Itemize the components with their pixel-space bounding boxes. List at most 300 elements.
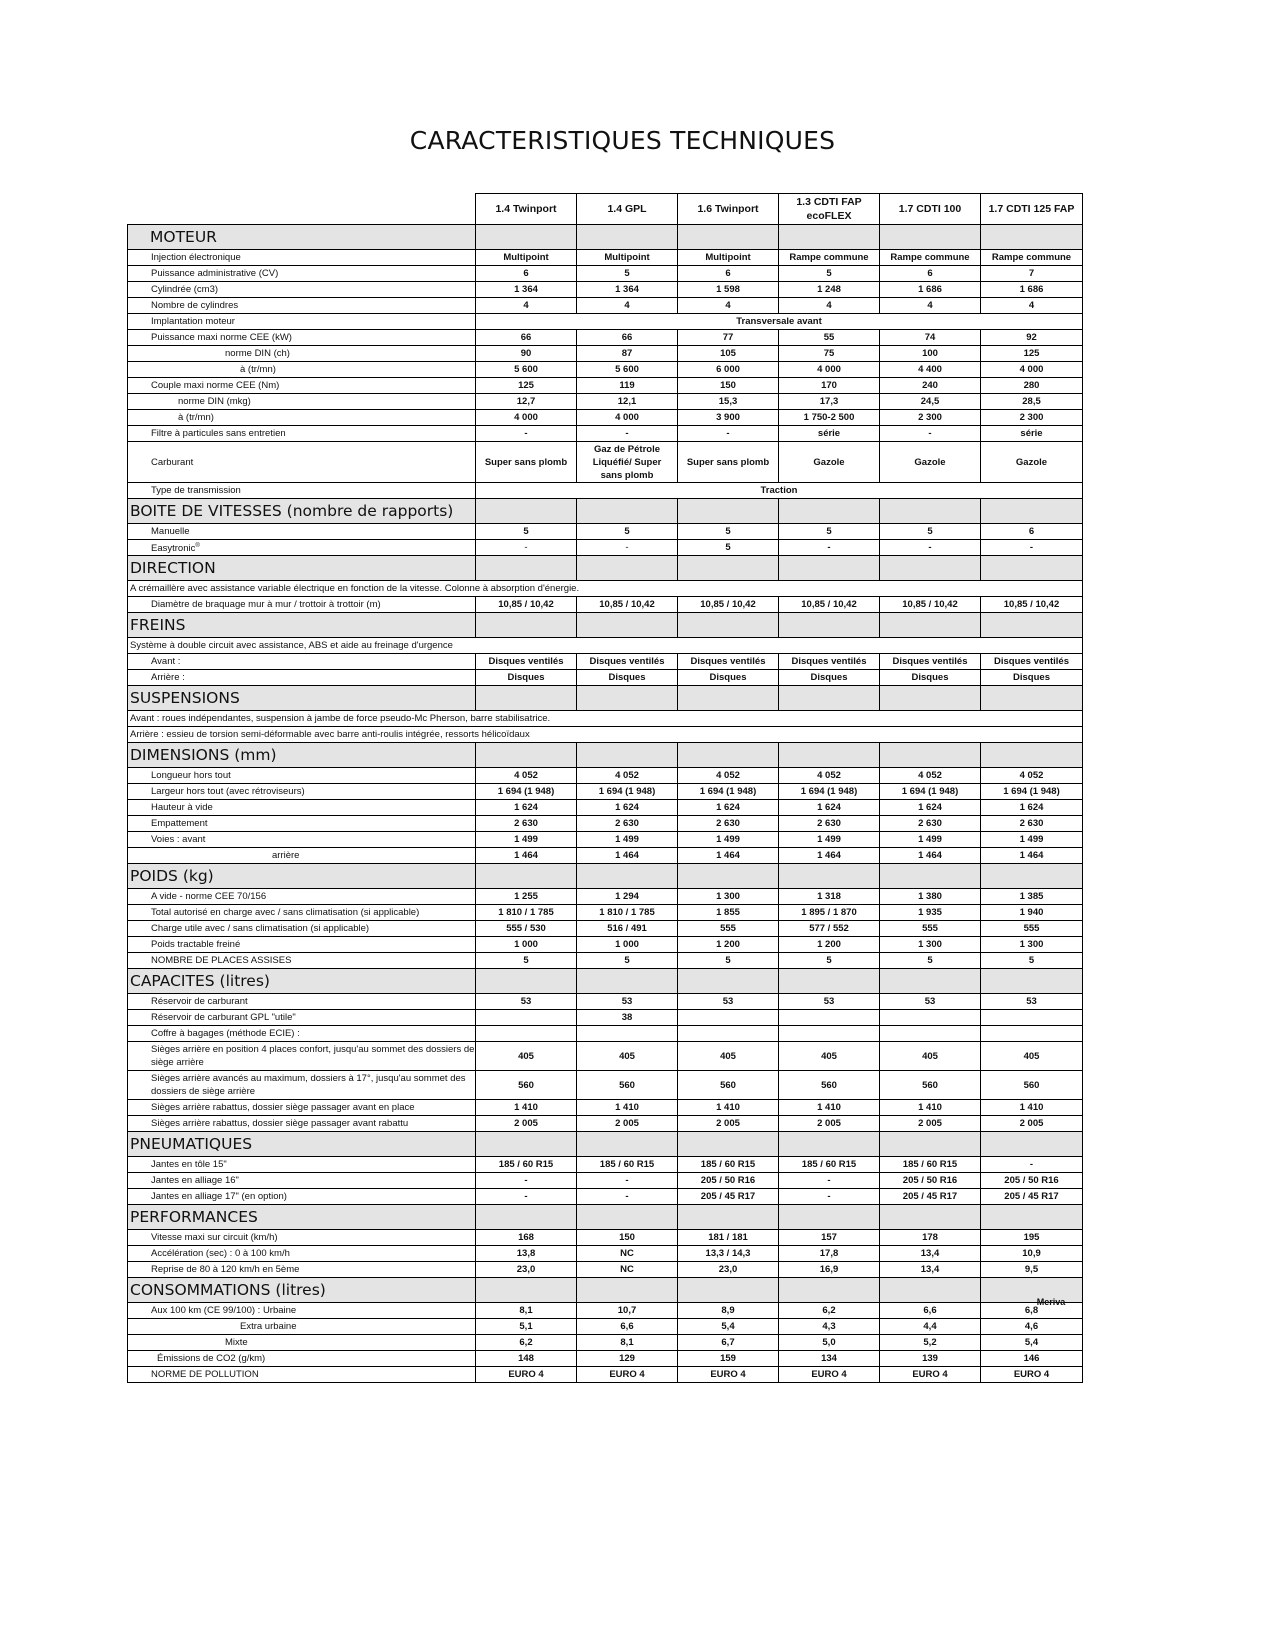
value-cell: Multipoint: [678, 250, 779, 266]
value-cell: 74: [880, 330, 981, 346]
table-row: [128, 937, 1083, 953]
value-cell: 4 052: [476, 768, 577, 784]
row-label-text: Hauteur à vide: [151, 802, 213, 814]
row-label: [128, 1303, 476, 1319]
value-cell: Disques ventilés: [880, 654, 981, 670]
registered-mark: ®: [195, 543, 200, 549]
spanning-value: Transversale avant: [476, 314, 1083, 330]
table-row: [128, 524, 1083, 540]
value-cell: [476, 1010, 577, 1026]
value-cell: 16,9: [779, 1262, 880, 1278]
row-label-text: Diamètre de braquage mur à mur / trottoir à trottoir (m): [151, 599, 381, 611]
spec-table: [127, 193, 1083, 1383]
value-cell: 1 855: [678, 905, 779, 921]
row-label: [128, 1026, 476, 1042]
row-label: [128, 800, 476, 816]
value-cell: 1 200: [678, 937, 779, 953]
value-cell: 1 499: [476, 832, 577, 848]
table-row: [128, 394, 1083, 410]
value-cell: Gazole: [981, 442, 1083, 483]
value-cell: -: [476, 1189, 577, 1205]
row-label-text: Puissance administrative (CV): [151, 268, 279, 279]
value-cell: 4 052: [678, 768, 779, 784]
section-header-cell: [981, 743, 1083, 768]
section-header-cell: [678, 499, 779, 524]
row-label: [128, 524, 476, 540]
value-cell: 1 694 (1 948): [880, 784, 981, 800]
section-header-cell: [880, 686, 981, 711]
value-cell: 28,5: [981, 394, 1083, 410]
value-cell: 6,7: [678, 1335, 779, 1351]
value-cell: 5: [476, 953, 577, 969]
row-label-text: Type de transmission: [151, 485, 241, 496]
table-row: [128, 1367, 1083, 1383]
value-cell: 1 810 / 1 785: [476, 905, 577, 921]
value-cell: 1 499: [577, 832, 678, 848]
value-cell: 185 / 60 R15: [779, 1157, 880, 1173]
section-header-cell: [981, 613, 1083, 638]
value-cell: série: [981, 426, 1083, 442]
table-row: [128, 426, 1083, 442]
value-cell: -: [779, 1189, 880, 1205]
section-header-cell: [476, 1132, 577, 1157]
table-row: [128, 1335, 1083, 1351]
value-cell: -: [577, 1173, 678, 1189]
value-cell: 125: [981, 346, 1083, 362]
value-cell: 5: [779, 266, 880, 282]
value-cell: 4: [981, 298, 1083, 314]
section-note-row: [128, 711, 1083, 727]
row-label: [128, 266, 476, 282]
row-label-text: Sièges arrière avancés au maximum, dossiers à 17°, jusqu'au sommet des dossiers de siège arrière: [151, 1073, 466, 1098]
table-row: [128, 597, 1083, 613]
section-header-cell: [880, 499, 981, 524]
row-label-text: A vide - norme CEE 70/156: [151, 891, 267, 903]
value-cell: 139: [880, 1351, 981, 1367]
table-row: [128, 1303, 1083, 1319]
value-cell: [779, 1026, 880, 1042]
value-cell: 1 694 (1 948): [779, 784, 880, 800]
row-label-text: Filtre à particules sans entretien: [151, 428, 286, 439]
value-cell: 4: [678, 298, 779, 314]
value-cell: 6,2: [476, 1335, 577, 1351]
row-label-text: Voies : avant: [151, 834, 206, 846]
table-row: [128, 1071, 1083, 1100]
section-header-cell: [476, 613, 577, 638]
value-cell: [678, 1010, 779, 1026]
table-row: [128, 848, 1083, 864]
row-label-text: Vitesse maxi sur circuit (km/h): [151, 1232, 278, 1244]
section-header-cell: [880, 864, 981, 889]
value-cell: 405: [981, 1042, 1083, 1071]
value-cell: 2 630: [981, 816, 1083, 832]
value-cell: 1 895 / 1 870: [779, 905, 880, 921]
section-title: SUSPENSIONS: [128, 686, 476, 711]
table-row: [128, 784, 1083, 800]
table-row: [128, 330, 1083, 346]
row-label-text: Reprise de 80 à 120 km/h en 5ème: [151, 1264, 300, 1276]
value-cell: 1 499: [981, 832, 1083, 848]
value-cell: 9,5: [981, 1262, 1083, 1278]
section-header-cell: [476, 225, 577, 250]
value-cell: 8,1: [577, 1335, 678, 1351]
value-cell: 10,85 / 10,42: [577, 597, 678, 613]
section-note-row: [128, 638, 1083, 654]
table-row: [128, 1319, 1083, 1335]
value-cell: 5,1: [476, 1319, 577, 1335]
value-cell: 4 000: [779, 362, 880, 378]
section-header-cell: [981, 225, 1083, 250]
row-label: [128, 905, 476, 921]
value-cell: 6: [678, 266, 779, 282]
value-cell: 2 005: [678, 1116, 779, 1132]
value-cell: 1 598: [678, 282, 779, 298]
value-cell: 560: [779, 1071, 880, 1100]
row-label: [128, 330, 476, 346]
section-header-cell: [981, 1205, 1083, 1230]
section-note-row: [128, 581, 1083, 597]
value-cell: 129: [577, 1351, 678, 1367]
row-label: [128, 1116, 476, 1132]
column-header: 1.4 GPL: [577, 194, 678, 225]
value-cell: 555 / 530: [476, 921, 577, 937]
value-cell: 4: [880, 298, 981, 314]
value-cell: 560: [678, 1071, 779, 1100]
row-label-text: Jantes en alliage 16": [151, 1175, 239, 1187]
table-row: [128, 905, 1083, 921]
section-header: [128, 1132, 1083, 1157]
section-title: DIRECTION: [128, 556, 476, 581]
value-cell: série: [779, 426, 880, 442]
table-row: [128, 816, 1083, 832]
table-row: [128, 298, 1083, 314]
row-label-text: norme DIN (ch): [225, 348, 290, 359]
value-cell: -: [476, 1173, 577, 1189]
value-cell: 181 / 181: [678, 1230, 779, 1246]
value-cell: 1 499: [678, 832, 779, 848]
value-cell: 405: [577, 1042, 678, 1071]
value-cell: 5: [678, 524, 779, 540]
row-label: [128, 426, 476, 442]
value-cell: Gaz de Pétrole Liquéfié/ Super sans plomb: [577, 442, 678, 483]
section-header-cell: [981, 969, 1083, 994]
value-cell: 1 410: [476, 1100, 577, 1116]
value-cell: -: [476, 426, 577, 442]
row-label-text: à (tr/mn): [240, 364, 276, 375]
value-cell: 53: [880, 994, 981, 1010]
value-cell: 13,8: [476, 1246, 577, 1262]
value-cell: 560: [981, 1071, 1083, 1100]
row-label: [128, 378, 476, 394]
value-cell: 560: [577, 1071, 678, 1100]
value-cell: 125: [476, 378, 577, 394]
value-cell: [678, 1026, 779, 1042]
value-cell: -: [779, 540, 880, 556]
section-header: [128, 556, 1083, 581]
value-cell: -: [678, 426, 779, 442]
value-cell: 1 410: [577, 1100, 678, 1116]
section-header-cell: [577, 556, 678, 581]
row-label-text: Réservoir de carburant GPL "utile": [151, 1012, 296, 1024]
value-cell: 5: [476, 524, 577, 540]
value-cell: -: [779, 1173, 880, 1189]
table-row: [128, 1100, 1083, 1116]
row-label-text: Sièges arrière rabattus, dossier siège passager avant rabattu: [151, 1118, 409, 1130]
value-cell: 134: [779, 1351, 880, 1367]
row-label-text: Couple maxi norme CEE (Nm): [151, 380, 280, 391]
value-cell: 13,4: [880, 1246, 981, 1262]
row-label: [128, 1100, 476, 1116]
row-label: [128, 832, 476, 848]
section-note: Arrière : essieu de torsion semi-déformable avec barre anti-roulis intégrée, ressorts hélicoïdaux: [128, 727, 1083, 743]
value-cell: [981, 1026, 1083, 1042]
value-cell: 2 300: [880, 410, 981, 426]
value-cell: -: [577, 426, 678, 442]
section-header-cell: [678, 864, 779, 889]
row-label: [128, 1010, 476, 1026]
value-cell: 10,9: [981, 1246, 1083, 1262]
value-cell: Disques ventilés: [476, 654, 577, 670]
value-cell: 146: [981, 1351, 1083, 1367]
row-label-text: Mixte: [225, 1337, 248, 1349]
row-label: [128, 362, 476, 378]
row-label: [128, 1246, 476, 1262]
section-header-cell: [577, 969, 678, 994]
row-label-text: Arrière :: [151, 672, 185, 684]
value-cell: Disques ventilés: [577, 654, 678, 670]
value-cell: 53: [577, 994, 678, 1010]
section-header: [128, 499, 1083, 524]
value-cell: 6 000: [678, 362, 779, 378]
table-row: [128, 442, 1083, 483]
section-title: MOTEUR: [128, 225, 476, 250]
value-cell: 2 630: [577, 816, 678, 832]
value-cell: Gazole: [880, 442, 981, 483]
row-label-text: Jantes en tôle 15": [151, 1159, 227, 1171]
value-cell: 10,85 / 10,42: [476, 597, 577, 613]
value-cell: 10,7: [577, 1303, 678, 1319]
value-cell: 1 248: [779, 282, 880, 298]
value-cell: 1 686: [880, 282, 981, 298]
value-cell: EURO 4: [779, 1367, 880, 1383]
value-cell: 24,5: [880, 394, 981, 410]
section-header-cell: [779, 1278, 880, 1303]
value-cell: 205 / 45 R17: [880, 1189, 981, 1205]
footer-model: Meriva: [1036, 1297, 1066, 1307]
value-cell: -: [981, 540, 1083, 556]
section-header-cell: [779, 743, 880, 768]
value-cell: 205 / 50 R16: [981, 1173, 1083, 1189]
row-label: [128, 1189, 476, 1205]
value-cell: 240: [880, 378, 981, 394]
value-cell: 4: [577, 298, 678, 314]
value-cell: 1 410: [779, 1100, 880, 1116]
value-cell: 13,4: [880, 1262, 981, 1278]
table-row: [128, 832, 1083, 848]
row-label: [128, 937, 476, 953]
value-cell: -: [880, 426, 981, 442]
table-row: [128, 654, 1083, 670]
section-header-cell: [779, 864, 880, 889]
value-cell: Multipoint: [476, 250, 577, 266]
value-cell: 2 630: [880, 816, 981, 832]
value-cell: EURO 4: [981, 1367, 1083, 1383]
section-header-cell: [779, 613, 880, 638]
value-cell: [779, 1010, 880, 1026]
value-cell: 1 410: [981, 1100, 1083, 1116]
value-cell: Disques ventilés: [779, 654, 880, 670]
value-cell: Disques: [577, 670, 678, 686]
value-cell: 2 630: [779, 816, 880, 832]
value-cell: 205 / 50 R16: [880, 1173, 981, 1189]
row-label: [128, 1071, 476, 1100]
section-header: [128, 225, 1083, 250]
table-row: [128, 1351, 1083, 1367]
table-row: [128, 1173, 1083, 1189]
value-cell: 2 630: [476, 816, 577, 832]
row-label-text: Total autorisé en charge avec / sans climatisation (si applicable): [151, 907, 420, 919]
value-cell: NC: [577, 1246, 678, 1262]
table-row: [128, 362, 1083, 378]
value-cell: 2 005: [981, 1116, 1083, 1132]
row-label-text: Carburant: [151, 456, 194, 468]
section-header-cell: [779, 225, 880, 250]
value-cell: 10,85 / 10,42: [678, 597, 779, 613]
row-label-text: arrière: [272, 850, 300, 862]
value-cell: 23,0: [678, 1262, 779, 1278]
value-cell: 4,6: [981, 1319, 1083, 1335]
value-cell: -: [476, 540, 577, 556]
value-cell: 1 464: [577, 848, 678, 864]
section-header: [128, 969, 1083, 994]
value-cell: 1 464: [981, 848, 1083, 864]
value-cell: EURO 4: [476, 1367, 577, 1383]
row-label-text: NOMBRE DE PLACES ASSISES: [151, 955, 292, 967]
row-label-text: Largeur hors tout (avec rétroviseurs): [151, 786, 305, 798]
section-header-cell: [577, 499, 678, 524]
value-cell: 6: [880, 266, 981, 282]
section-note: Système à double circuit avec assistance, ABS et aide au freinage d'urgence: [128, 638, 1083, 654]
value-cell: 4 400: [880, 362, 981, 378]
section-header-cell: [880, 1205, 981, 1230]
table-row: [128, 1010, 1083, 1026]
value-cell: 38: [577, 1010, 678, 1026]
section-header-cell: [678, 686, 779, 711]
row-label: [128, 314, 476, 330]
value-cell: 405: [779, 1042, 880, 1071]
value-cell: 405: [476, 1042, 577, 1071]
value-cell: 6,8: [981, 1303, 1083, 1319]
section-header-cell: [779, 1205, 880, 1230]
row-label: [128, 670, 476, 686]
table-row: [128, 1262, 1083, 1278]
section-header-cell: [476, 556, 577, 581]
value-cell: [577, 1026, 678, 1042]
value-cell: 5: [577, 524, 678, 540]
section-header-cell: [678, 1132, 779, 1157]
value-cell: 1 318: [779, 889, 880, 905]
row-label-text: Coffre à bagages (méthode ECIE) :: [151, 1028, 300, 1040]
section-header-cell: [779, 556, 880, 581]
value-cell: 5: [678, 540, 779, 556]
value-cell: 5,2: [880, 1335, 981, 1351]
value-cell: 5 600: [577, 362, 678, 378]
row-label: [128, 994, 476, 1010]
row-label-text: Injection électronique: [151, 252, 241, 263]
value-cell: 92: [981, 330, 1083, 346]
value-cell: 1 810 / 1 785: [577, 905, 678, 921]
section-header-cell: [981, 686, 1083, 711]
value-cell: 23,0: [476, 1262, 577, 1278]
row-label-text: Longueur hors tout: [151, 770, 231, 782]
value-cell: 4 000: [476, 410, 577, 426]
value-cell: Super sans plomb: [476, 442, 577, 483]
value-cell: 10,85 / 10,42: [880, 597, 981, 613]
header-spacer: [128, 194, 476, 225]
section-header-cell: [577, 743, 678, 768]
value-cell: Super sans plomb: [678, 442, 779, 483]
row-label-text: Sièges arrière en position 4 places confort, jusqu'au sommet des dossiers de siège arrière: [151, 1044, 475, 1069]
value-cell: 5: [577, 953, 678, 969]
value-cell: 5: [779, 953, 880, 969]
table-row: [128, 282, 1083, 298]
value-cell: 1 935: [880, 905, 981, 921]
value-cell: Gazole: [779, 442, 880, 483]
value-cell: 185 / 60 R15: [577, 1157, 678, 1173]
section-header-cell: [476, 1278, 577, 1303]
value-cell: 6,6: [880, 1303, 981, 1319]
row-label: [128, 1173, 476, 1189]
value-cell: 5 600: [476, 362, 577, 378]
value-cell: 3 900: [678, 410, 779, 426]
table-row: [128, 889, 1083, 905]
table-row: [128, 483, 1083, 499]
column-header-row: [128, 194, 1083, 225]
value-cell: 1 624: [476, 800, 577, 816]
row-label: [128, 394, 476, 410]
table-row: [128, 314, 1083, 330]
value-cell: 148: [476, 1351, 577, 1367]
table-row: [128, 953, 1083, 969]
section-header-cell: [476, 1205, 577, 1230]
section-header-cell: [880, 225, 981, 250]
value-cell: 555: [678, 921, 779, 937]
value-cell: 185 / 60 R15: [880, 1157, 981, 1173]
value-cell: 1 364: [577, 282, 678, 298]
section-header-cell: [476, 743, 577, 768]
value-cell: 1 300: [880, 937, 981, 953]
value-cell: Disques ventilés: [981, 654, 1083, 670]
section-header-cell: [476, 864, 577, 889]
value-cell: 12,1: [577, 394, 678, 410]
section-header-cell: [476, 969, 577, 994]
value-cell: 1 624: [779, 800, 880, 816]
value-cell: Rampe commune: [981, 250, 1083, 266]
value-cell: 150: [678, 378, 779, 394]
value-cell: 4: [779, 298, 880, 314]
section-header-cell: [981, 864, 1083, 889]
table-row: [128, 266, 1083, 282]
value-cell: 405: [678, 1042, 779, 1071]
section-header: [128, 613, 1083, 638]
value-cell: -: [880, 540, 981, 556]
section-header-cell: [577, 686, 678, 711]
section-header-cell: [880, 556, 981, 581]
value-cell: 205 / 45 R17: [981, 1189, 1083, 1205]
value-cell: Disques: [981, 670, 1083, 686]
column-header: 1.7 CDTI 125 FAP: [981, 194, 1083, 225]
value-cell: 1 499: [779, 832, 880, 848]
